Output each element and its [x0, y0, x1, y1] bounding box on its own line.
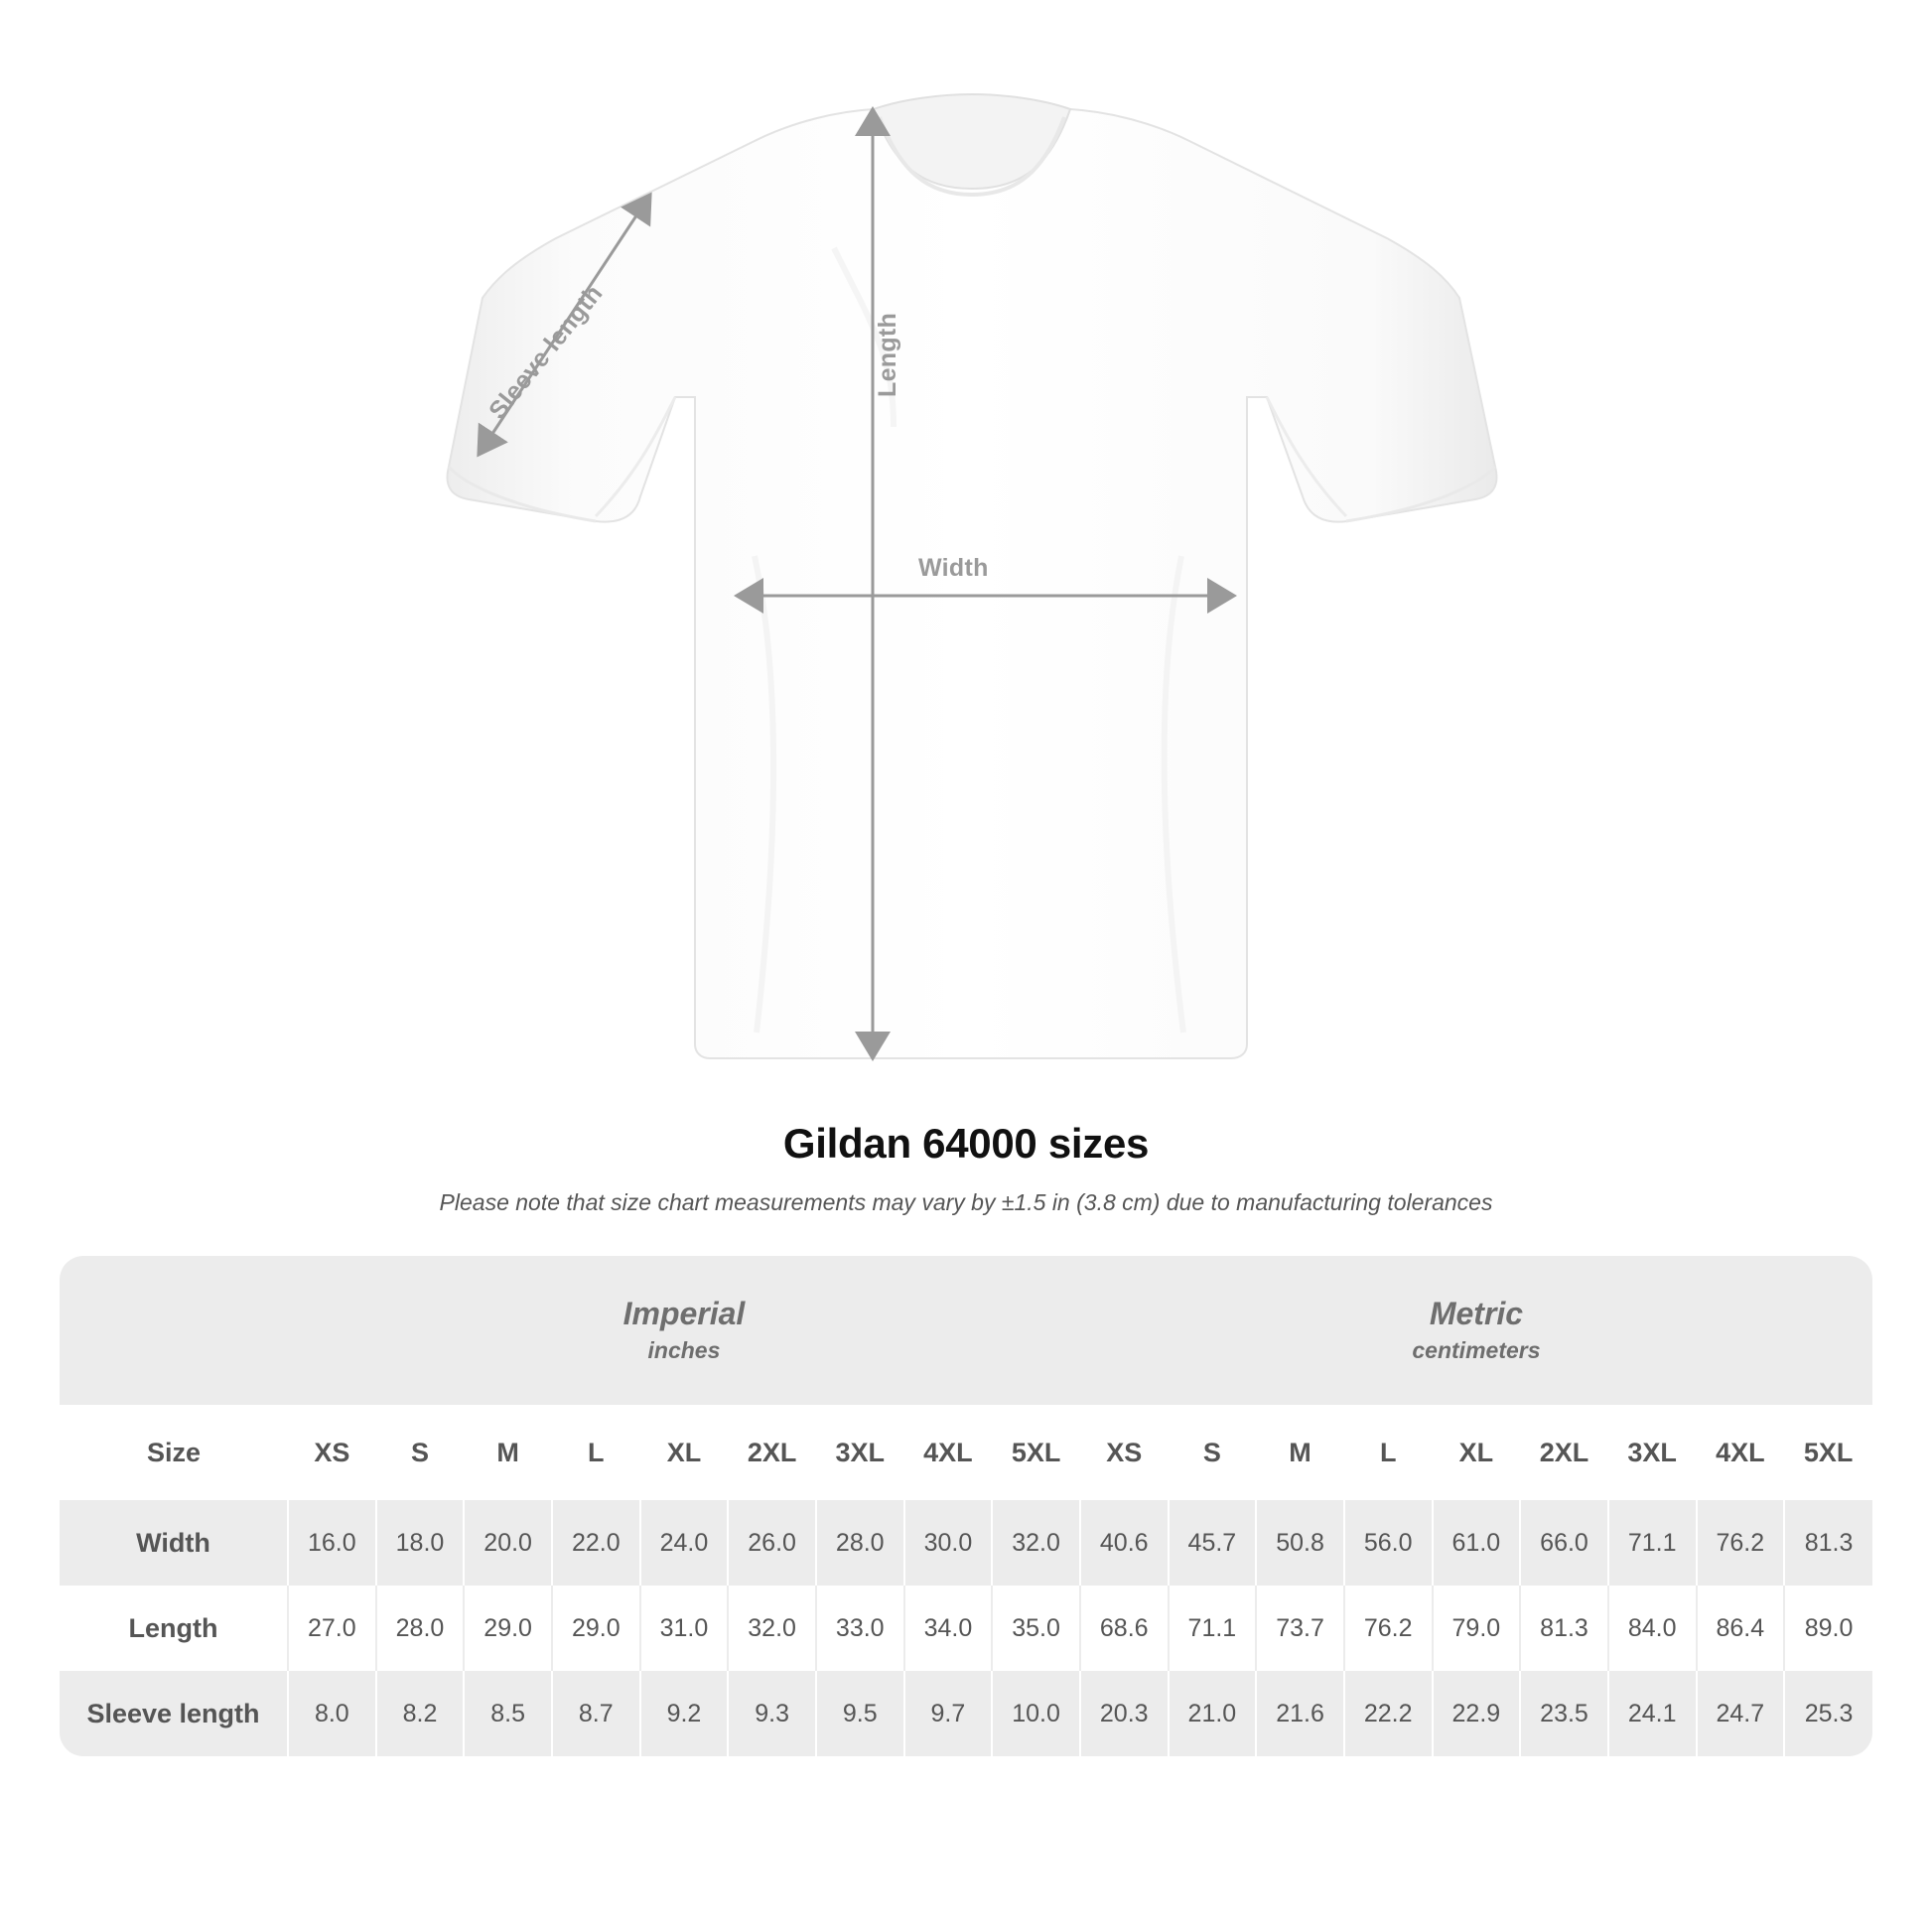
table-cell: 23.5: [1520, 1671, 1608, 1756]
row-label-sleeve-length: Sleeve length: [60, 1671, 288, 1756]
table-cell: 21.0: [1169, 1671, 1257, 1756]
table-body: [60, 1500, 1872, 1756]
size-table: [60, 1256, 1872, 1756]
table-cell: 29.0: [552, 1586, 640, 1671]
table-row-length: [60, 1586, 1872, 1671]
table-cell: 9.2: [640, 1671, 729, 1756]
table-cell: 27.0: [288, 1586, 376, 1671]
table-cell: 33.0: [816, 1586, 904, 1671]
size-header-cell: 2XL: [1520, 1405, 1608, 1500]
size-header-row: [60, 1405, 1872, 1500]
table-cell: 8.2: [376, 1671, 465, 1756]
table-cell: 81.3: [1520, 1586, 1608, 1671]
table-cell: 34.0: [904, 1586, 993, 1671]
size-header-cell: 5XL: [1784, 1405, 1872, 1500]
table-cell: 9.5: [816, 1671, 904, 1756]
size-header-cell: XS: [288, 1405, 376, 1500]
table-cell: 73.7: [1256, 1586, 1344, 1671]
table-cell: 68.6: [1080, 1586, 1169, 1671]
table-cell: 56.0: [1344, 1500, 1433, 1586]
table-cell: 76.2: [1344, 1586, 1433, 1671]
table-cell: 61.0: [1433, 1500, 1521, 1586]
table-row-width: [60, 1500, 1872, 1586]
unit-group-metric: [1080, 1256, 1872, 1405]
table-cell: 20.0: [464, 1500, 552, 1586]
table-cell: 10.0: [992, 1671, 1080, 1756]
table-cell: 20.3: [1080, 1671, 1169, 1756]
table-cell: 40.6: [1080, 1500, 1169, 1586]
sleeve-length-label: Sleeve length: [483, 279, 609, 425]
unit-group-metric-name: Metric: [1429, 1295, 1524, 1331]
table-cell: 31.0: [640, 1586, 729, 1671]
unit-header-row: [60, 1256, 1872, 1405]
size-header-cell: 4XL: [1697, 1405, 1785, 1500]
table-cell: 16.0: [288, 1500, 376, 1586]
size-header-cell: L: [1344, 1405, 1433, 1500]
table-cell: 28.0: [816, 1500, 904, 1586]
unit-group-imperial-sub: inches: [647, 1336, 721, 1363]
unit-group-imperial: [288, 1256, 1080, 1405]
table-cell: 45.7: [1169, 1500, 1257, 1586]
table-cell: 18.0: [376, 1500, 465, 1586]
table-cell: 84.0: [1608, 1586, 1697, 1671]
size-header-cell: XL: [1433, 1405, 1521, 1500]
table-cell: 79.0: [1433, 1586, 1521, 1671]
size-header-cell: XL: [640, 1405, 729, 1500]
table-cell: 35.0: [992, 1586, 1080, 1671]
table-cell: 9.3: [728, 1671, 816, 1756]
table-row-sleeve-length: [60, 1671, 1872, 1756]
table-cell: 8.5: [464, 1671, 552, 1756]
length-label: Length: [874, 312, 901, 397]
table-cell: 21.6: [1256, 1671, 1344, 1756]
table-cell: 9.7: [904, 1671, 993, 1756]
table-cell: 24.0: [640, 1500, 729, 1586]
size-header-cell: 3XL: [816, 1405, 904, 1500]
size-header-cell: 3XL: [1608, 1405, 1697, 1500]
table-cell: 32.0: [728, 1586, 816, 1671]
row-label-width: Width: [60, 1500, 288, 1586]
table-cell: 28.0: [376, 1586, 465, 1671]
table-cell: 22.0: [552, 1500, 640, 1586]
row-label-length: Length: [60, 1586, 288, 1671]
tolerance-note: Please note that size chart measurements may vary by ±1.5 in (3.8 cm) due to manufacturing tolerances: [439, 1189, 1493, 1215]
size-header-label: Size: [60, 1405, 288, 1500]
table-cell: 24.1: [1608, 1671, 1697, 1756]
size-header-cell: 5XL: [992, 1405, 1080, 1500]
size-header-cell: M: [1256, 1405, 1344, 1500]
table-cell: 89.0: [1784, 1586, 1872, 1671]
unit-corner-cell: [60, 1256, 288, 1405]
table-cell: 32.0: [992, 1500, 1080, 1586]
table-cell: 71.1: [1169, 1586, 1257, 1671]
table-cell: 71.1: [1608, 1500, 1697, 1586]
table-cell: 25.3: [1784, 1671, 1872, 1756]
table-cell: 86.4: [1697, 1586, 1785, 1671]
size-header-cell: M: [464, 1405, 552, 1500]
width-label: Width: [918, 554, 989, 582]
unit-group-metric-sub: centimeters: [1412, 1336, 1541, 1363]
page-title: Gildan 64000 sizes: [782, 1120, 1150, 1167]
table-cell: 29.0: [464, 1586, 552, 1671]
table-cell: 50.8: [1256, 1500, 1344, 1586]
table-cell: 8.7: [552, 1671, 640, 1756]
table-head: [60, 1256, 1872, 1500]
table-cell: 66.0: [1520, 1500, 1608, 1586]
size-header-cell: S: [376, 1405, 465, 1500]
table-cell: 22.2: [1344, 1671, 1433, 1756]
table-cell: 81.3: [1784, 1500, 1872, 1586]
size-header-cell: L: [552, 1405, 640, 1500]
table-cell: 22.9: [1433, 1671, 1521, 1756]
table-cell: 26.0: [728, 1500, 816, 1586]
table-cell: 8.0: [288, 1671, 376, 1756]
unit-group-imperial-name: Imperial: [622, 1295, 746, 1331]
table-cell: 76.2: [1697, 1500, 1785, 1586]
table-cell: 24.7: [1697, 1671, 1785, 1756]
size-header-cell: 4XL: [904, 1405, 993, 1500]
size-header-cell: XS: [1080, 1405, 1169, 1500]
size-header-cell: 2XL: [728, 1405, 816, 1500]
size-header-cell: S: [1169, 1405, 1257, 1500]
title-block: [0, 1120, 1932, 1216]
size-table-container: [60, 1256, 1872, 1756]
table-cell: 30.0: [904, 1500, 993, 1586]
